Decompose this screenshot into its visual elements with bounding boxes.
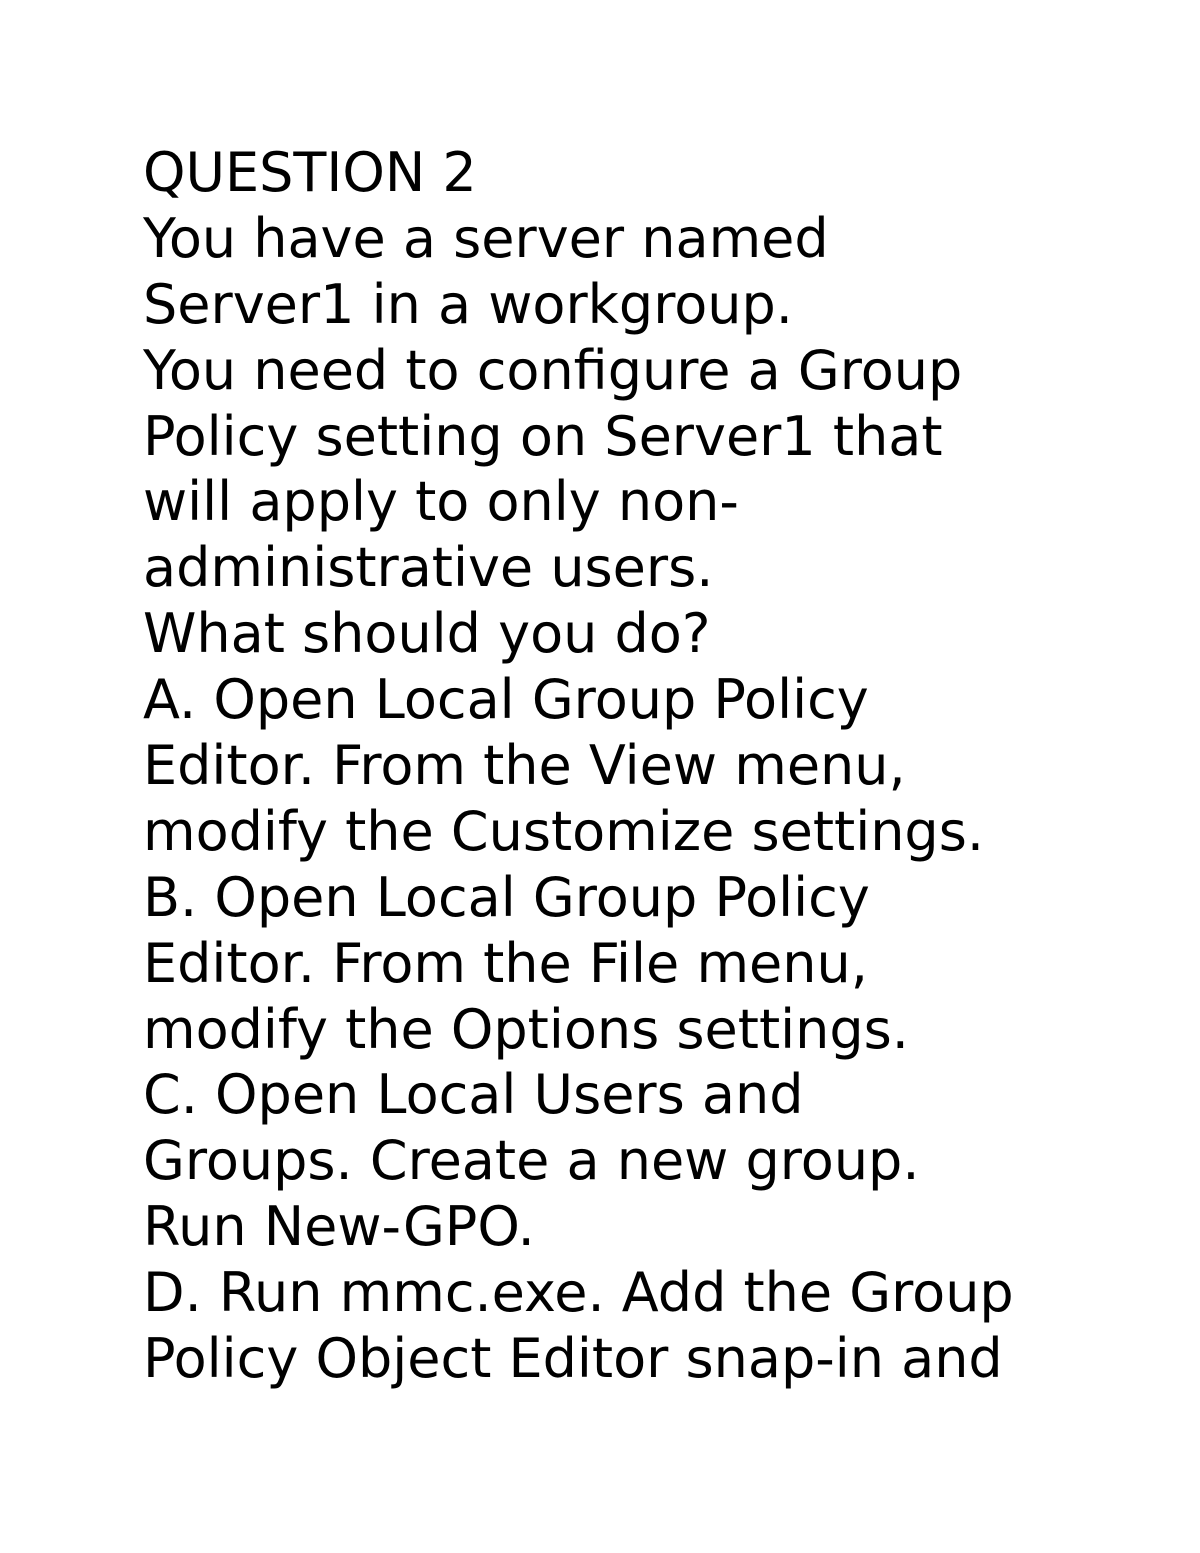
- question-body-line: You have a server named: [143, 206, 829, 270]
- answer-option-c: C. Open Local Users and: [143, 1063, 804, 1127]
- question-text: [143, 140, 1183, 1392]
- answer-option-d: D. Run mmc.exe. Add the Group: [143, 1261, 1014, 1325]
- question-body-line: You need to configure a Group: [143, 338, 963, 402]
- answer-option-c: Run New-GPO.: [143, 1195, 535, 1259]
- answer-option-a: A. Open Local Group Policy: [143, 668, 869, 732]
- question-body-line: will apply to only non-: [143, 470, 739, 534]
- question-body-line: Policy setting on Server1 that: [143, 404, 943, 468]
- answer-option-d: Policy Object Editor snap-in and: [143, 1327, 1003, 1391]
- answer-option-a: modify the Customize settings.: [143, 799, 985, 863]
- question-prompt: What should you do?: [143, 602, 711, 666]
- question-body-line: administrative users.: [143, 536, 714, 600]
- answer-option-b: modify the Options settings.: [143, 997, 909, 1061]
- answer-option-b: Editor. From the File menu,: [143, 931, 868, 995]
- answer-option-b: B. Open Local Group Policy: [143, 865, 870, 929]
- answer-option-a: Editor. From the View menu,: [143, 734, 906, 798]
- question-body-line: Server1 in a workgroup.: [143, 272, 793, 336]
- question-heading: QUESTION 2: [143, 141, 477, 204]
- answer-option-c: Groups. Create a new group.: [143, 1129, 920, 1193]
